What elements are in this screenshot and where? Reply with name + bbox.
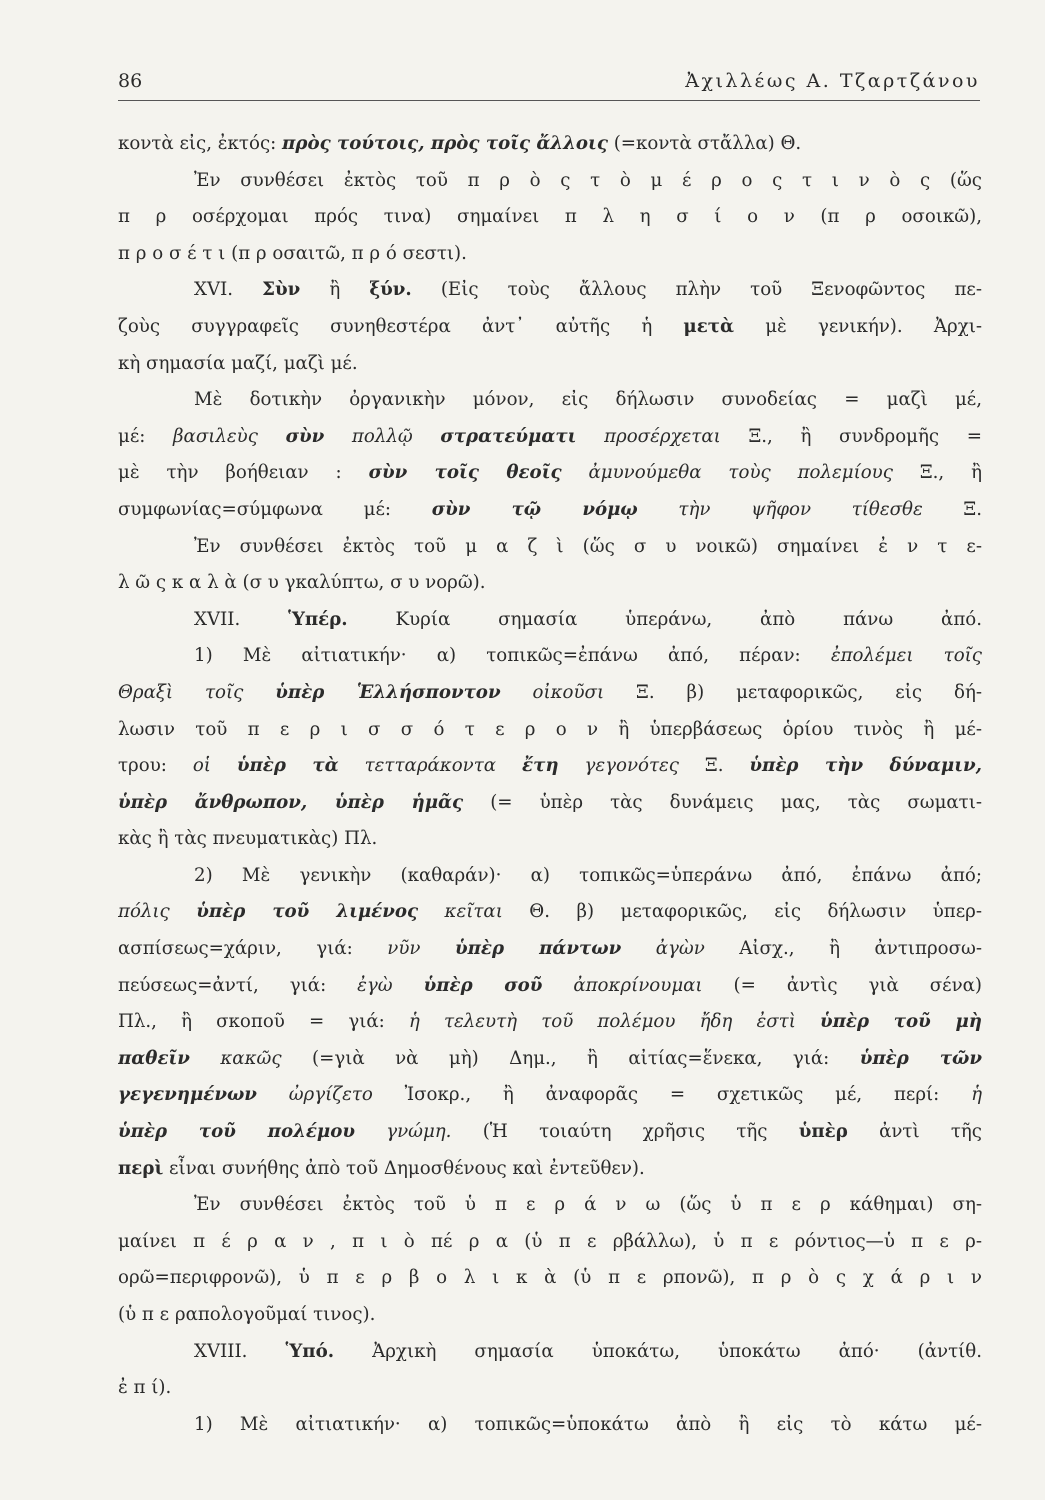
- text-segment: παθεῖν: [118, 1047, 190, 1069]
- text-segment: Ξ.: [922, 498, 982, 520]
- text-segment: λ ῶ ς κ α λ ὰ (σ υ γκαλύπτω, σ υ νορῶ).: [118, 572, 486, 594]
- text-segment: ἡ τελευτὴ τοῦ πολέμου ἤδη ἐστὶ: [408, 1011, 820, 1033]
- text-segment: μέ:: [118, 425, 174, 447]
- text-segment: ἀποκρίνουμαι: [542, 974, 703, 996]
- text-segment: ὑπὲρ τοῦ λιμένος: [196, 901, 419, 923]
- text-segment: σὺν: [285, 425, 325, 447]
- text-segment: σὺν τοῖς θεοῖς: [368, 462, 562, 484]
- text-segment: μὲ τὴν βοήθειαν :: [118, 462, 369, 484]
- text-segment: ζοὺς συγγραφεῖς συνηθεστέρα ἀντ᾽ αὐτῆς ἡ: [118, 315, 684, 337]
- text-segment: Ἐν συνθέσει ἐκτὸς τοῦ π ρ ὸ ς τ ὸ μ έ ρ ο ς τ ι ν ὸ ς (ὥς: [194, 169, 982, 191]
- text-segment: πόλις: [118, 901, 197, 923]
- text-segment: πρὸς τούτοις, πρὸς τοῖς ἄλλοις: [282, 133, 608, 154]
- text-line: [118, 675, 982, 712]
- text-segment: ἀμυνούμεθα τοὺς πολεμίους: [561, 462, 893, 484]
- text-segment: ἀγὼν: [621, 938, 705, 960]
- text-segment: τὴν ψῆφον τίθεσθε: [637, 498, 923, 520]
- text-line: [118, 346, 982, 383]
- text-line: [118, 309, 982, 346]
- text-segment: ὑπὲρ τοῦ πολέμου: [118, 1121, 355, 1143]
- text-line: [118, 382, 982, 419]
- text-line: [118, 1297, 982, 1334]
- text-segment: ὑπὲρ τὴν δύναμιν,: [749, 755, 982, 777]
- text-segment: πεύσεως=ἀντί, γιά:: [118, 974, 358, 996]
- text-segment: ἐπολέμει τοῖς: [830, 645, 982, 667]
- text-segment: Αἰσχ., ἢ ἀντιπροσω-: [704, 938, 982, 960]
- text-segment: 1) Μὲ αἰτιατικήν· α) τοπικῶς=ἐπάνω ἀπό, πέραν:: [194, 645, 831, 667]
- text-segment: ὠργίζετο: [256, 1084, 373, 1106]
- text-segment: Ὑπό.: [285, 1340, 335, 1362]
- text-segment: μαίνει π έ ρ α ν , π ι ὸ πέ ρ α (ὑ π ε ρβάλλω), ὑ π ε ρόντιος—ὑ π ε ρ-: [118, 1230, 982, 1252]
- text-segment: οἰκοῦσι: [500, 681, 605, 703]
- text-line: [118, 1187, 982, 1224]
- text-segment: συμφωνίας=σύμφωνα μέ:: [118, 498, 432, 520]
- text-segment: νῦν: [387, 938, 455, 960]
- text-segment: ορῶ=περιφρονῶ), ὑ π ε ρ β ο λ ι κ ὰ (ὑ π ε ρπονῶ), π ρ ὸ ς χ ά ρ ι ν: [118, 1267, 982, 1289]
- text-line: [118, 1334, 982, 1371]
- text-segment: (= ἀντὶς γιὰ σένα): [702, 974, 982, 996]
- text-segment: ἐγὼ: [357, 974, 424, 996]
- text-line: [118, 272, 982, 309]
- text-segment: περὶ: [118, 1157, 164, 1179]
- text-segment: πολλῷ: [324, 425, 441, 447]
- text-line: [118, 1004, 982, 1041]
- text-segment: ὑπὲρ Ἑλλήσποντον: [275, 681, 501, 703]
- text-segment: π ρ οσέρχομαι πρός τινα) σημαίνει π λ η σ ί ο ν (π ρ οσοικῶ),: [118, 206, 982, 228]
- text-segment: κεῖται: [418, 901, 503, 923]
- text-line: [118, 455, 982, 492]
- text-segment: π ρ ο σ έ τ ι (π ρ οσαιτῶ, π ρ ό σεστι).: [118, 242, 467, 264]
- text-segment: Σὺν: [262, 279, 301, 301]
- text-segment: στρατεύματι: [440, 425, 577, 447]
- text-line: [118, 968, 982, 1005]
- text-segment: λωσιν τοῦ π ε ρ ι σ σ ό τ ε ρ ο ν ἢ ὑπερβάσεως ὁρίου τινὸς ἢ μέ-: [118, 718, 982, 740]
- text-segment: Πλ., ἢ σκοποῦ = γιά:: [118, 1011, 409, 1033]
- text-segment: ἀντὶ τῆς: [847, 1121, 982, 1143]
- text-segment: Ἰσοκρ., ἢ ἀναφορᾶς = σχετικῶς μέ, περί:: [372, 1084, 972, 1106]
- text-line: [118, 785, 982, 822]
- text-line: [118, 492, 982, 529]
- text-segment: Θ. β) μεταφορικῶς, εἰς δήλωσιν ὑπερ-: [502, 901, 982, 923]
- text-segment: μετὰ: [683, 315, 735, 337]
- text-segment: ὑπὲρ: [798, 1121, 848, 1143]
- text-line: [118, 1224, 982, 1261]
- page-header: [118, 68, 980, 101]
- text-line: [118, 931, 982, 968]
- text-segment: (Ἡ τοιαύτη χρῆσις τῆς: [451, 1121, 799, 1143]
- text-line: [118, 236, 982, 273]
- text-segment: Κυρία σημασία ὑπεράνω, ἀπὸ πάνω ἀπό.: [347, 608, 982, 630]
- text-segment: ἢ: [300, 279, 370, 301]
- text-segment: γεγενημένων: [118, 1084, 257, 1106]
- text-line: [118, 748, 982, 785]
- text-segment: μὲ γενικήν). Ἀρχι-: [734, 315, 982, 337]
- text-segment: γνώμη.: [354, 1121, 452, 1143]
- text-line: [118, 858, 982, 895]
- text-line: [118, 602, 982, 639]
- text-segment: XVI.: [194, 279, 263, 301]
- text-segment: Ἐν συνθέσει ἐκτὸς τοῦ μ α ζ ὶ (ὥς σ υ νοικῶ) σημαίνει ἐ ν τ ε-: [194, 535, 982, 557]
- text-segment: Ξ., ἢ: [892, 462, 982, 484]
- text-segment: οἱ: [192, 755, 237, 777]
- text-line: [118, 565, 982, 602]
- text-line: [118, 1077, 982, 1114]
- page-number: 86: [118, 70, 143, 92]
- text-segment: ὑπὲρ σοῦ: [423, 974, 543, 996]
- text-segment: XVIII.: [194, 1340, 286, 1362]
- text-segment: Ξ., ἢ συνδρομῆς =: [720, 425, 982, 447]
- text-line: [118, 638, 982, 675]
- text-segment: Ὑπέρ.: [288, 608, 348, 630]
- text-segment: (=κοντὰ στἄλλα) Θ.: [607, 133, 802, 154]
- text-line: [118, 1260, 982, 1297]
- text-segment: τετταράκοντα: [338, 755, 523, 777]
- text-segment: γεγονότες: [558, 755, 679, 777]
- text-line: [118, 821, 982, 858]
- text-line: [118, 529, 982, 566]
- text-segment: κακῶς: [189, 1047, 282, 1069]
- text-segment: (ὑ π ε ραπολογοῦμαί τινος).: [118, 1304, 376, 1325]
- text-line: [118, 1370, 982, 1407]
- page-body: [118, 126, 982, 1443]
- text-segment: ξύν.: [369, 279, 412, 301]
- text-segment: κοντὰ εἰς, ἐκτός:: [118, 133, 283, 154]
- text-segment: (Εἰς τοὺς ἄλλους πλὴν τοῦ Ξενοφῶντος πε-: [411, 279, 982, 301]
- text-segment: ἐ π ί).: [118, 1377, 172, 1399]
- text-segment: (= ὑπὲρ τὰς δυνάμεις μας, τὰς σωματι-: [463, 791, 982, 813]
- text-line: [118, 1407, 982, 1444]
- text-segment: XVII.: [194, 608, 289, 630]
- text-segment: ὑπὲρ ἄνθρωπον, ὑπὲρ ἡμᾶς: [118, 791, 464, 813]
- text-segment: Θραξὶ τοῖς: [118, 681, 276, 703]
- text-segment: ὑπὲρ πάντων: [454, 938, 622, 960]
- text-segment: σὺν τῷ νόμῳ: [431, 498, 638, 520]
- text-segment: ἔτη: [522, 755, 559, 777]
- text-segment: ἡ: [971, 1084, 982, 1106]
- text-segment: εἶναι συνήθης ἀπὸ τοῦ Δημοσθένους καὶ ἐντεῦθεν).: [163, 1157, 645, 1179]
- text-line: [118, 1151, 982, 1188]
- text-segment: Ξ. β) μεταφορικῶς, εἰς δή-: [604, 681, 982, 703]
- text-segment: Μὲ δοτικὴν ὀργανικὴν μόνον, εἰς δήλωσιν συνοδείας = μαζὶ μέ,: [194, 389, 982, 411]
- text-line: [118, 126, 982, 163]
- text-segment: τρου:: [118, 755, 193, 777]
- text-segment: Ἀρχικὴ σημασία ὑποκάτω, ὑποκάτω ἀπό· (ἀντίθ.: [334, 1340, 982, 1362]
- text-segment: κὰς ἢ τὰς πνευματικὰς) Πλ.: [118, 828, 378, 850]
- text-segment: Ἐν συνθέσει ἐκτὸς τοῦ ὑ π ε ρ ά ν ω (ὥς ὑ π ε ρ κάθημαι) ση-: [194, 1194, 982, 1216]
- text-segment: 1) Μὲ αἰτιατικήν· α) τοπικῶς=ὑποκάτω ἀπὸ ἢ εἰς τὸ κάτω μέ-: [194, 1413, 982, 1435]
- text-line: [118, 199, 982, 236]
- text-segment: 2) Μὲ γενικὴν (καθαράν)· α) τοπικῶς=ὑπεράνω ἀπό, ἐπάνω ἀπό;: [194, 864, 982, 886]
- text-line: [118, 712, 982, 749]
- text-segment: ὑπὲρ τὰ: [236, 755, 339, 777]
- running-head: Ἀχιλλέως Α. Τζαρτζάνου: [685, 70, 980, 92]
- text-segment: ὑπὲρ τῶν: [859, 1047, 982, 1069]
- text-segment: βασιλεὺς: [173, 425, 286, 447]
- text-line: [118, 1041, 982, 1078]
- text-segment: ασπίσεως=χάριν, γιά:: [118, 938, 388, 960]
- text-line: [118, 163, 982, 200]
- text-segment: κὴ σημασία μαζί, μαζὶ μέ.: [118, 352, 358, 374]
- text-segment: Ξ.: [678, 755, 750, 777]
- text-segment: προσέρχεται: [576, 425, 721, 447]
- text-line: [118, 1114, 982, 1151]
- text-line: [118, 419, 982, 456]
- text-segment: (=γιὰ νὰ μὴ) Δημ., ἢ αἰτίας=ἕνεκα, γιά:: [281, 1047, 860, 1069]
- text-line: [118, 894, 982, 931]
- text-segment: ὑπὲρ τοῦ μὴ: [819, 1011, 982, 1033]
